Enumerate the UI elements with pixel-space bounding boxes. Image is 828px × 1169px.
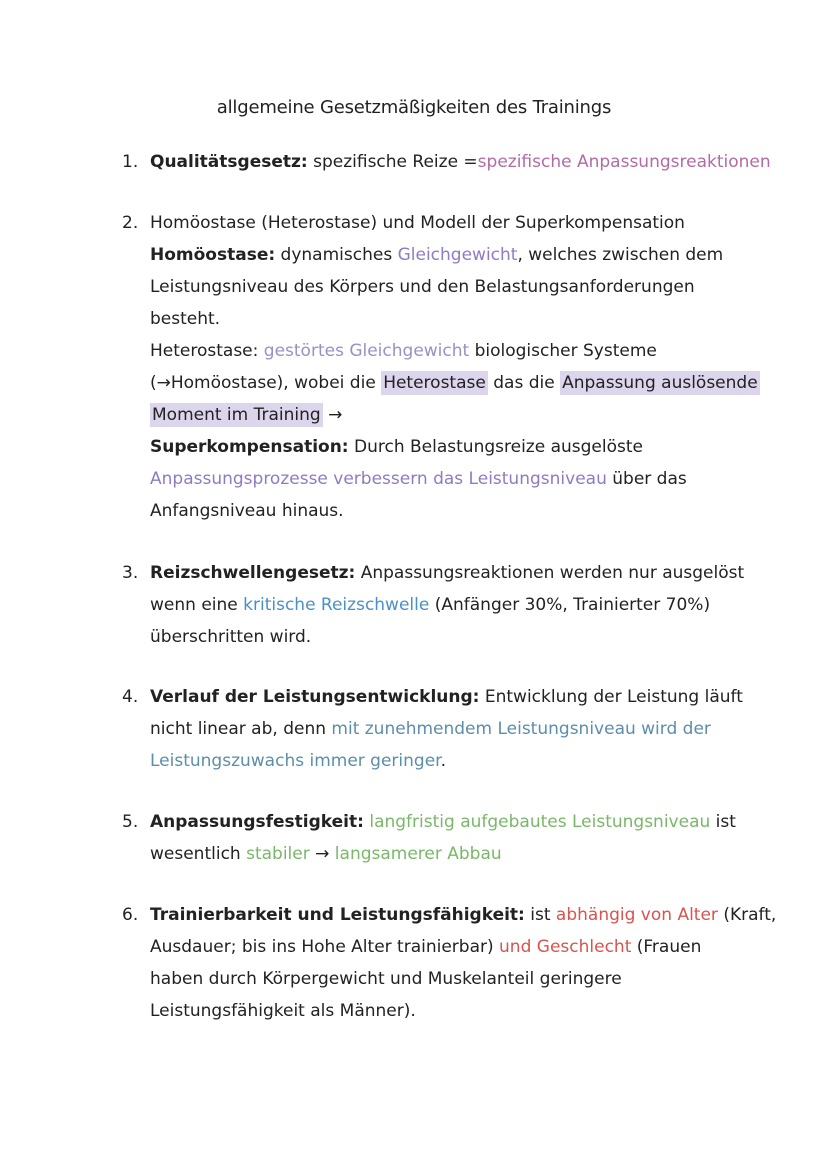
list-item-1 (122, 146, 771, 178)
highlight-text: kritische Reizschwelle (243, 595, 430, 615)
term-anpassungsfestigkeit: Anpassungsfestigkeit: (150, 812, 364, 832)
item-text: nicht linear ab, denn (150, 719, 332, 739)
arrow-icon: → (322, 405, 343, 425)
item-text: Entwicklung der Leistung läuft (479, 687, 743, 707)
list-item-3 (122, 557, 745, 653)
item-text: wesentlich (150, 844, 247, 864)
item-text: wenn eine (150, 595, 244, 615)
item-text: Anpassungsreaktionen werden nur ausgelöst (355, 563, 745, 583)
item-text: (Frauen (631, 937, 702, 957)
list-item-5 (122, 806, 736, 870)
item-number: 4. (122, 687, 139, 707)
highlight-text: stabiler (246, 844, 310, 864)
item-text: Homöostase (Heterostase) und Modell der Superkompensation (150, 213, 685, 233)
item-text: Leistungsniveau des Körpers und den Belastungsanforderungen (150, 277, 695, 297)
item-text: überschritten wird. (150, 627, 312, 647)
term-leistungsentwicklung: Verlauf der Leistungsentwicklung: (150, 687, 480, 707)
item-number: 6. (122, 905, 139, 925)
term-superkompensation: Superkompensation: (150, 437, 349, 457)
item-number: 5. (122, 812, 139, 832)
highlight-text: und Geschlecht (499, 937, 632, 957)
term-trainierbarkeit: Trainierbarkeit und Leistungsfähigkeit: (150, 905, 525, 925)
item-text: spezifische Reize = (307, 152, 478, 172)
item-text: biologischer Systeme (469, 341, 657, 361)
item-text: (Anfänger 30%, Trainierter 70%) (429, 595, 711, 615)
item-number: 1. (122, 152, 139, 172)
highlight-text: spezifische Anpassungsreaktionen (477, 152, 771, 172)
item-text: haben durch Körpergewicht und Muskelanteil geringere (150, 969, 622, 989)
item-text: besteht. (150, 309, 221, 329)
item-number: 2. (122, 213, 139, 233)
highlight-text: Leistungszuwachs immer geringer (150, 751, 441, 771)
term-homoeostase: Homöostase: (150, 245, 276, 265)
highlight-text: gestörtes Gleichgewicht (263, 341, 470, 361)
list-item-2 (122, 207, 758, 527)
page-title: allgemeine Gesetzmäßigkeiten des Trainings (216, 97, 612, 118)
item-text: ist (710, 812, 736, 832)
item-text: (→Homöostase), wobei die (150, 373, 382, 393)
item-text: Durch Belastungsreize ausgelöste (348, 437, 643, 457)
item-text: . (440, 751, 446, 771)
item-text: das die (487, 373, 561, 393)
item-text: Heterostase: (150, 341, 264, 361)
item-text: Ausdauer; bis ins Hohe Alter trainierbar) (150, 937, 500, 957)
highlight-text: langsamerer Abbau (334, 844, 502, 864)
highlight-text: mit zunehmendem Leistungsniveau wird der (331, 719, 711, 739)
item-text: über das (606, 469, 687, 489)
marker-highlight: Moment im Training (152, 405, 321, 425)
marker-highlight: Heterostase (383, 373, 486, 393)
highlight-text: Anpassungsprozesse verbessern das Leistungsniveau (150, 469, 607, 489)
item-text: Anfangsniveau hinaus. (150, 501, 344, 521)
highlight-text: abhängig von Alter (555, 905, 718, 925)
item-text: Leistungsfähigkeit als Männer). (150, 1001, 416, 1021)
list-item-4 (122, 681, 743, 777)
item-text: dynamisches (275, 245, 398, 265)
list-item-6 (122, 899, 777, 1027)
item-number: 3. (122, 563, 139, 583)
marker-highlight: Anpassung auslösende (562, 373, 758, 393)
arrow-icon: → (309, 844, 335, 864)
term-reizschwellengesetz: Reizschwellengesetz: (150, 563, 356, 583)
item-text: (Kraft, (717, 905, 777, 925)
item-text: , welches zwischen dem (517, 245, 724, 265)
term-qualitaetsgesetz: Qualitätsgesetz: (150, 152, 308, 172)
item-text: ist (524, 905, 556, 925)
highlight-text: langfristig aufgebautes Leistungsniveau (369, 812, 711, 832)
highlight-text: Gleichgewicht (397, 245, 518, 265)
